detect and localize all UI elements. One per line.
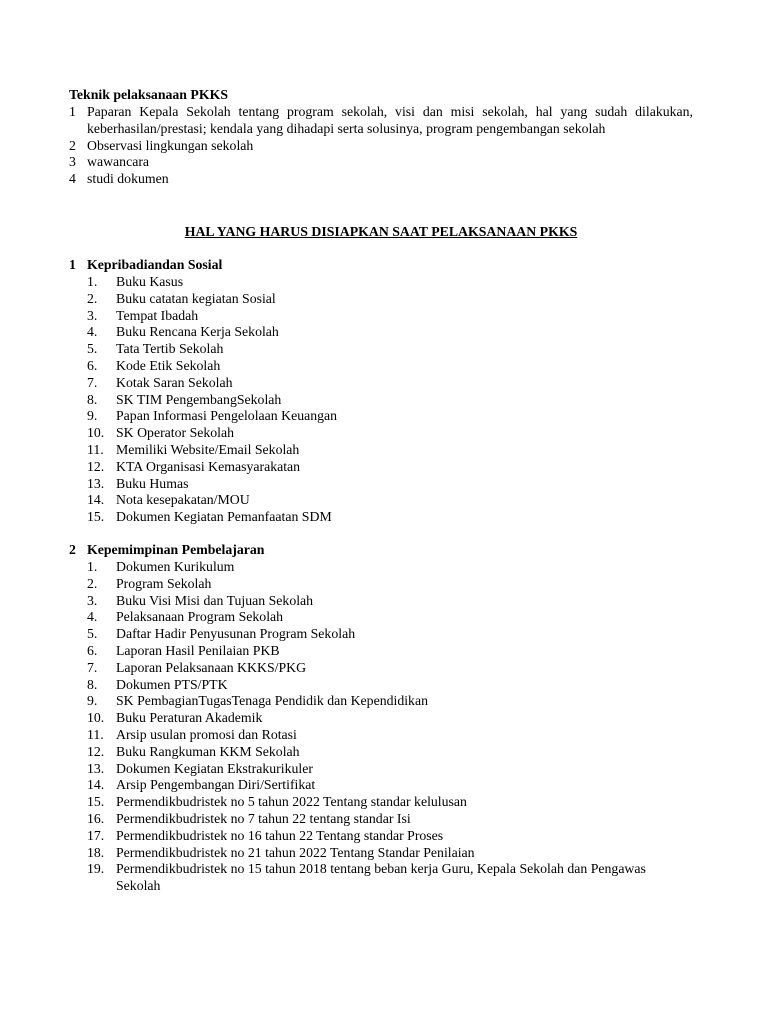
item-text: studi dokumen [87, 171, 169, 187]
item-number: 2. [87, 290, 98, 306]
item-number: 1. [87, 559, 98, 574]
item-text: Buku Rangkuman KKM Sekolah [116, 743, 300, 759]
list-item [87, 727, 667, 744]
item-number: 9. [87, 408, 98, 424]
list-item [87, 274, 667, 291]
item-number: 14. [87, 492, 105, 508]
document-title: HAL YANG HARUS DISIAPKAN SAAT PELAKSANAAN PKKS [184, 224, 578, 239]
item-text: Pelaksanaan Program Sekolah [116, 609, 284, 625]
item-text: Kotak Saran Sekolah [116, 374, 233, 390]
list-item [87, 509, 667, 526]
teknik-list [69, 104, 693, 188]
item-text: Permendikbudristek no 21 tahun 2022 Tentang Standar Penilaian [116, 844, 475, 860]
list-item [87, 660, 667, 677]
item-number: 1 [69, 104, 76, 119]
item-number: 3 [69, 154, 76, 170]
item-text: wawancara [87, 154, 150, 170]
item-number: 11. [87, 441, 104, 457]
item-number: 1. [87, 274, 98, 289]
item-text: Dokumen Kurikulum [116, 559, 235, 574]
item-number: 4. [87, 609, 98, 625]
list-item [87, 341, 667, 358]
section-1-list [87, 274, 667, 526]
item-text: Daftar Hadir Penyusunan Program Sekolah [116, 626, 356, 642]
item-number: 8. [87, 676, 98, 692]
item-number: 18. [87, 844, 105, 860]
list-item [69, 154, 693, 171]
list-item [87, 710, 667, 727]
item-number: 2 [69, 137, 76, 153]
list-item [87, 459, 667, 476]
item-number: 14. [87, 777, 105, 793]
item-number: 7. [87, 374, 98, 390]
list-item [87, 794, 667, 811]
item-text: Program Sekolah [116, 575, 212, 591]
item-number: 12. [87, 458, 105, 474]
list-item [87, 476, 667, 493]
item-text: Permendikbudristek no 15 tahun 2018 tentang beban kerja Guru, Kepala Sekolah dan Pengawas Sekolah [116, 861, 646, 894]
item-text: Arsip usulan promosi dan Rotasi [116, 726, 297, 742]
item-number: 6. [87, 642, 98, 658]
item-number: 3. [87, 307, 98, 323]
list-item [69, 171, 693, 188]
item-text: Memiliki Website/Email Sekolah [116, 441, 300, 457]
item-text: SK Operator Sekolah [116, 425, 235, 441]
item-text: Observasi lingkungan sekolah [87, 137, 254, 153]
item-number: 17. [87, 827, 105, 843]
item-text: Dokumen PTS/PTK [116, 676, 228, 692]
item-text: Tempat Ibadah [116, 307, 199, 323]
section-number: 2 [69, 542, 76, 557]
item-number: 6. [87, 357, 98, 373]
list-item [87, 442, 667, 459]
item-text: Buku Humas [116, 475, 189, 491]
list-item [87, 693, 667, 710]
item-text: Permendikbudristek no 5 tahun 2022 Tentang standar kelulusan [116, 794, 467, 810]
item-text: Buku Peraturan Akademik [116, 710, 263, 726]
item-text: Arsip Pengembangan Diri/Sertifikat [116, 777, 316, 793]
item-text: Tata Tertib Sekolah [116, 341, 224, 357]
item-text: Kode Etik Sekolah [116, 357, 221, 373]
item-text: Permendikbudristek no 16 tahun 22 Tentang standar Proses [116, 827, 444, 843]
list-item [87, 777, 667, 794]
list-item [87, 677, 667, 694]
item-number: 11. [87, 726, 104, 742]
list-item [69, 104, 693, 138]
section-title: Kepemimpinan Pembelajaran [87, 542, 265, 557]
list-item [87, 593, 667, 610]
section-title: Kepribadiandan Sosial [87, 257, 223, 272]
list-item [87, 811, 667, 828]
item-number: 13. [87, 475, 105, 491]
item-number: 12. [87, 743, 105, 759]
item-number: 2. [87, 575, 98, 591]
item-text: SK TIM PengembangSekolah [116, 391, 282, 407]
item-number: 4 [69, 171, 76, 187]
item-text: Nota kesepakatan/MOU [116, 492, 250, 508]
list-item [87, 291, 667, 308]
section-number: 1 [69, 257, 76, 272]
item-number: 13. [87, 760, 105, 776]
list-item [87, 375, 667, 392]
item-text: Buku Rencana Kerja Sekolah [116, 324, 279, 340]
list-item [87, 761, 667, 778]
item-text: Buku Kasus [116, 274, 184, 289]
section-heading [69, 542, 264, 559]
list-item [87, 576, 667, 593]
list-item [87, 492, 667, 509]
item-number: 4. [87, 324, 98, 340]
item-number: 15. [87, 794, 105, 810]
list-item [87, 324, 667, 341]
list-item [69, 138, 693, 155]
item-text: Buku Visi Misi dan Tujuan Sekolah [116, 592, 314, 608]
item-number: 8. [87, 391, 98, 407]
list-item [87, 861, 667, 895]
item-text: Permendikbudristek no 7 tahun 22 tentang standar Isi [116, 810, 411, 826]
list-item [87, 744, 667, 761]
list-item [87, 828, 667, 845]
list-item [87, 392, 667, 409]
list-item [87, 626, 667, 643]
teknik-heading: Teknik pelaksanaan PKKS [69, 87, 228, 102]
item-number: 10. [87, 710, 105, 726]
list-item [87, 425, 667, 442]
item-number: 16. [87, 810, 105, 826]
item-text: Laporan Pelaksanaan KKKS/PKG [116, 659, 307, 675]
item-text: Laporan Hasil Penilaian PKB [116, 642, 280, 658]
list-item [87, 308, 667, 325]
item-text: Dokumen Kegiatan Ekstrakurikuler [116, 760, 313, 776]
section-heading [69, 257, 222, 274]
list-item [87, 845, 667, 862]
item-number: 3. [87, 592, 98, 608]
list-item [87, 609, 667, 626]
item-number: 10. [87, 425, 105, 441]
item-text: Buku catatan kegiatan Sosial [116, 290, 276, 306]
list-item [87, 559, 667, 576]
item-number: 5. [87, 341, 98, 357]
list-item [87, 408, 667, 425]
section-2-list [87, 559, 667, 895]
item-number: 7. [87, 659, 98, 675]
item-text: Paparan Kepala Sekolah tentang program sekolah, visi dan misi sekolah, hal yang sudah dilakukan, keberhasilan/prestasi; kendala yang dihadapi serta solusinya, program pengembangan sekolah [87, 104, 693, 136]
item-number: 9. [87, 693, 98, 709]
item-number: 5. [87, 626, 98, 642]
item-number: 15. [87, 509, 105, 525]
item-number: 19. [87, 861, 105, 877]
item-text: KTA Organisasi Kemasyarakatan [116, 458, 301, 474]
item-text: Dokumen Kegiatan Pemanfaatan SDM [116, 509, 332, 525]
list-item [87, 643, 667, 660]
list-item [87, 358, 667, 375]
item-text: SK PembagianTugasTenaga Pendidik dan Kependidikan [116, 693, 428, 709]
item-text: Papan Informasi Pengelolaan Keuangan [116, 408, 338, 424]
